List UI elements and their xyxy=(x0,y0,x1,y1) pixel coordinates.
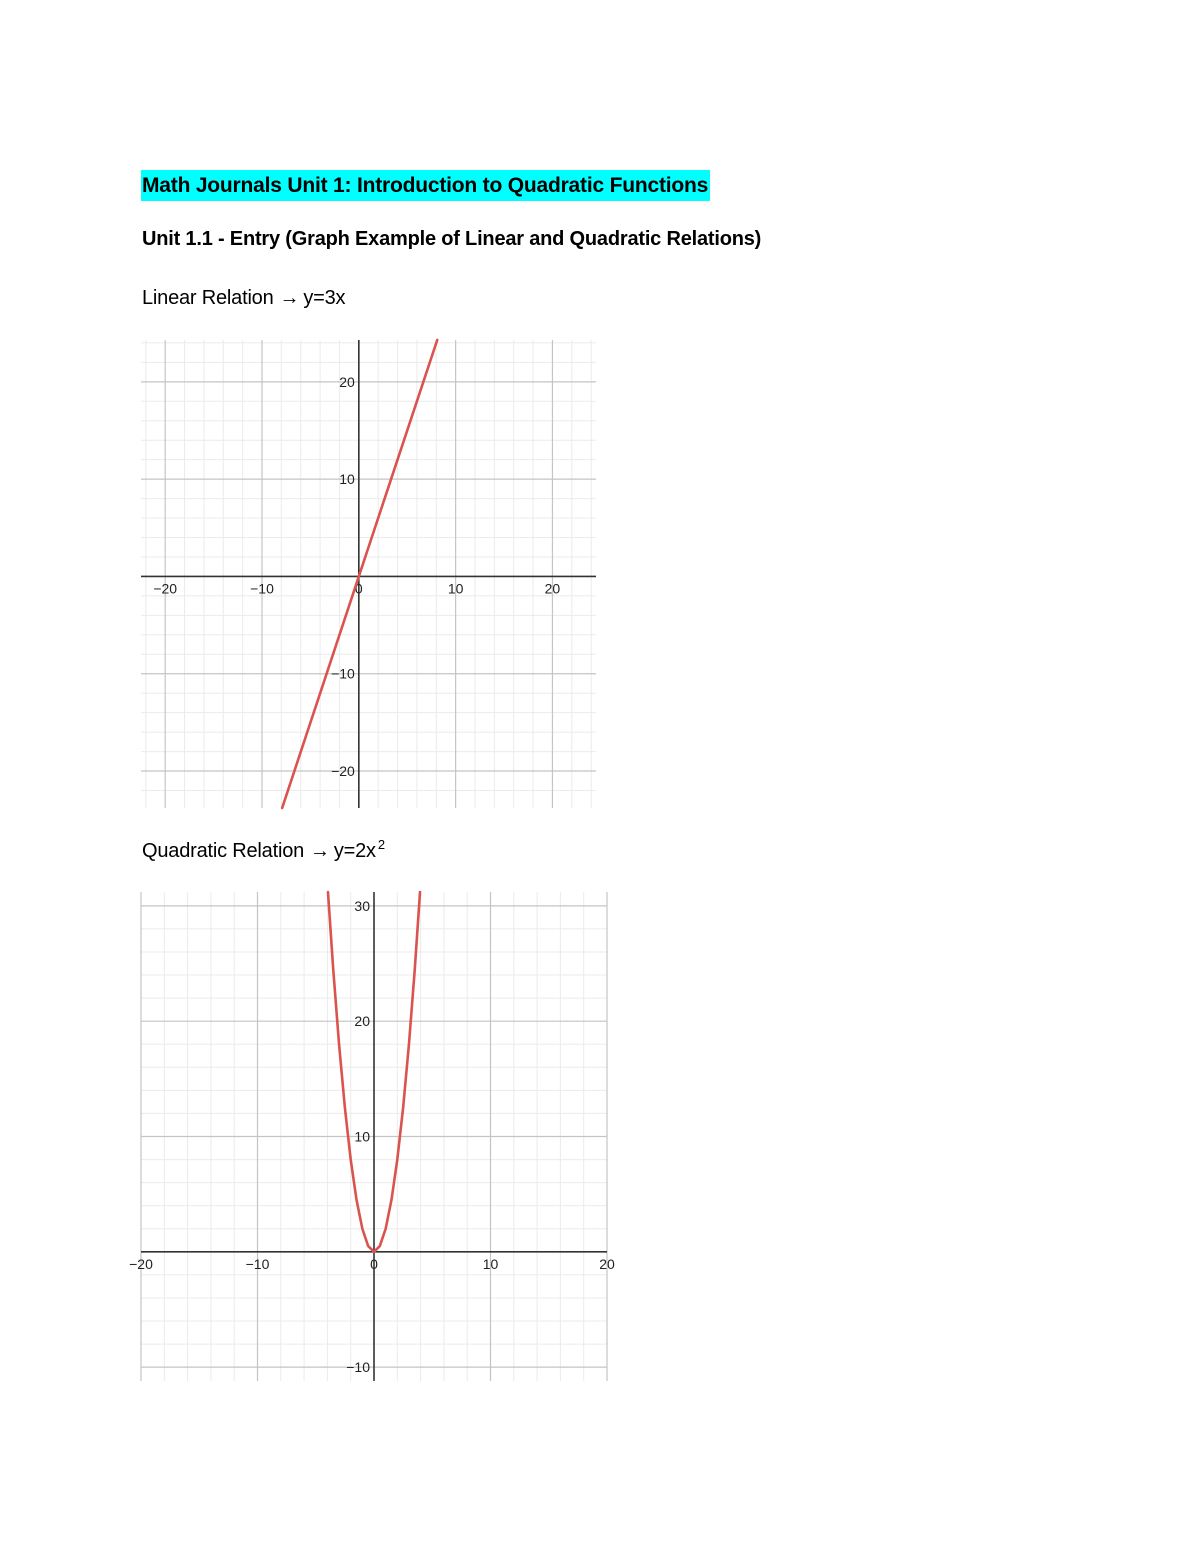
x-tick-label: −20 xyxy=(153,580,178,597)
x-tick-label: 10 xyxy=(447,580,464,597)
y-tick-label: 30 xyxy=(354,897,370,914)
quadratic-graph xyxy=(129,892,615,1381)
quadratic-relation-label xyxy=(142,837,385,863)
x-tick-label: −20 xyxy=(129,1255,153,1272)
linear-equation: y=3x xyxy=(303,287,346,309)
x-tick-label: 10 xyxy=(482,1255,499,1272)
y-tick-label: −10 xyxy=(331,665,355,682)
linear-graph xyxy=(141,340,596,808)
y-tick-label: 10 xyxy=(354,1128,370,1145)
x-tick-label: 20 xyxy=(544,580,561,597)
linear-relation-text: Linear Relation xyxy=(142,287,274,309)
x-tick-label: 0 xyxy=(370,1255,378,1272)
y-tick-label: 20 xyxy=(339,373,355,390)
quadratic-relation-text: Quadratic Relation xyxy=(142,840,305,862)
x-tick-label: 0 xyxy=(354,580,363,597)
right-arrow-icon: → xyxy=(279,287,300,309)
quadratic-exponent: 2 xyxy=(377,837,385,852)
document-title: Math Journals Unit 1: Introduction to Quadratic Functions xyxy=(141,170,710,201)
quadratic-equation: y=2x xyxy=(333,840,376,862)
entry-heading: Unit 1.1 - Entry (Graph Example of Linear and Quadratic Relations) xyxy=(142,228,762,250)
y-tick-label: −10 xyxy=(346,1359,370,1376)
y-tick-label: −20 xyxy=(331,763,355,780)
x-tick-label: −10 xyxy=(245,1255,270,1272)
graph-background xyxy=(141,340,596,808)
right-arrow-icon: → xyxy=(310,840,330,862)
y-tick-label: 20 xyxy=(354,1013,370,1030)
x-tick-label: 20 xyxy=(599,1255,615,1272)
y-tick-label: 10 xyxy=(339,471,355,488)
x-tick-label: −10 xyxy=(250,580,274,597)
linear-relation-label xyxy=(142,287,345,310)
